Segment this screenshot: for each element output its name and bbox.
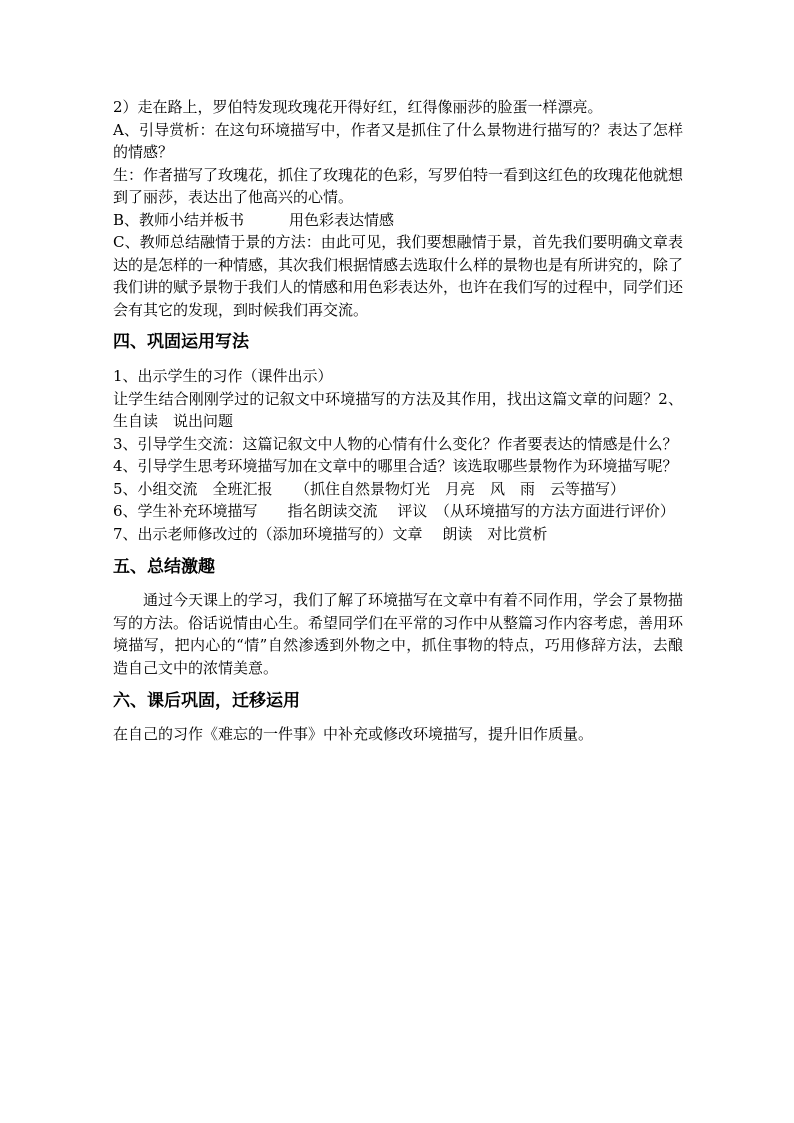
section-6-body: 在自己的习作《难忘的一件事》中补充或修改环境描写，提升旧作质量。 bbox=[113, 725, 594, 743]
section-4-item-6: 6、学生补充环境描写 指名朗读交流 评议 （从环境描写的方法方面进行评价） bbox=[113, 502, 675, 520]
section-4-item-1: 1、出示学生的习作（课件出示） bbox=[113, 367, 333, 385]
section-4-item-7: 7、出示老师修改过的（添加环境描写的）文章 朗读 对比赏析 bbox=[113, 524, 548, 543]
section-5-body: 通过今天课上的学习，我们了解了环境描写在文章中有着不同作用，学会了景物描写的方法。俗话说情由心生。希望同学们在平常的习作中从整篇习作内容考虑，善用环境描写，把内心的“情”自然渗透到外物之中，抓住事物的特点，巧用修辞方法，去酿造自己文中的浓情美意。 bbox=[113, 591, 684, 677]
section-4-item-4: 4、引导学生思考环境描写加在文章中的哪里合适？该选取哪些景物作为环境描写呢？ bbox=[113, 457, 678, 475]
intro-paragraph-5: C、教师总结融情于景的方法：由此可见，我们要想融情于景，首先我们要明确文章表达的是怎样的一种情感，其次我们根据情感去选取什么样的景物也是有所讲究的，除了我们讲的赋予景物于我们人的情感和用色彩表达外，也许在我们写的过程中，同学们还会有其它的发现，到时候我们再交流。 bbox=[113, 233, 684, 319]
section-4-item-2: 让学生结合刚刚学过的记叙文中环境描写的方法及其作用，找出这篇文章的问题？2、生自读 说出问题 bbox=[113, 389, 683, 430]
section-4-heading: 四、巩固运用写法 bbox=[113, 332, 249, 352]
section-6-heading: 六、课后巩固，迁移运用 bbox=[113, 691, 300, 711]
section-4-item-3: 3、引导学生交流：这篇记叙文中人物的心情有什么变化？作者要表达的情感是什么？ bbox=[113, 434, 678, 453]
section-4-item-5: 5、小组交流 全班汇报 （抓住自然景物灯光 月亮 风 雨 云等描写） bbox=[113, 479, 626, 498]
intro-paragraph-2: A、引导赏析：在这句环境描写中，作者又是抓住了什么景物进行描写的？表达了怎样的情感？ bbox=[113, 120, 683, 161]
intro-paragraph-3: 生：作者描写了玫瑰花，抓住了玫瑰花的色彩，写罗伯特一看到这红色的玫瑰花他就想到了丽莎，表达出了他高兴的心情。 bbox=[113, 165, 684, 206]
page-content bbox=[113, 96, 683, 746]
intro-paragraph-1: 2）走在路上，罗伯特发现玫瑰花开得好红，红得像丽莎的脸蛋一样漂亮。 bbox=[113, 98, 603, 116]
section-5-heading: 五、总结激趣 bbox=[113, 557, 215, 577]
intro-paragraph-4: B、教师小结并板书 用色彩表达情感 bbox=[113, 210, 395, 229]
